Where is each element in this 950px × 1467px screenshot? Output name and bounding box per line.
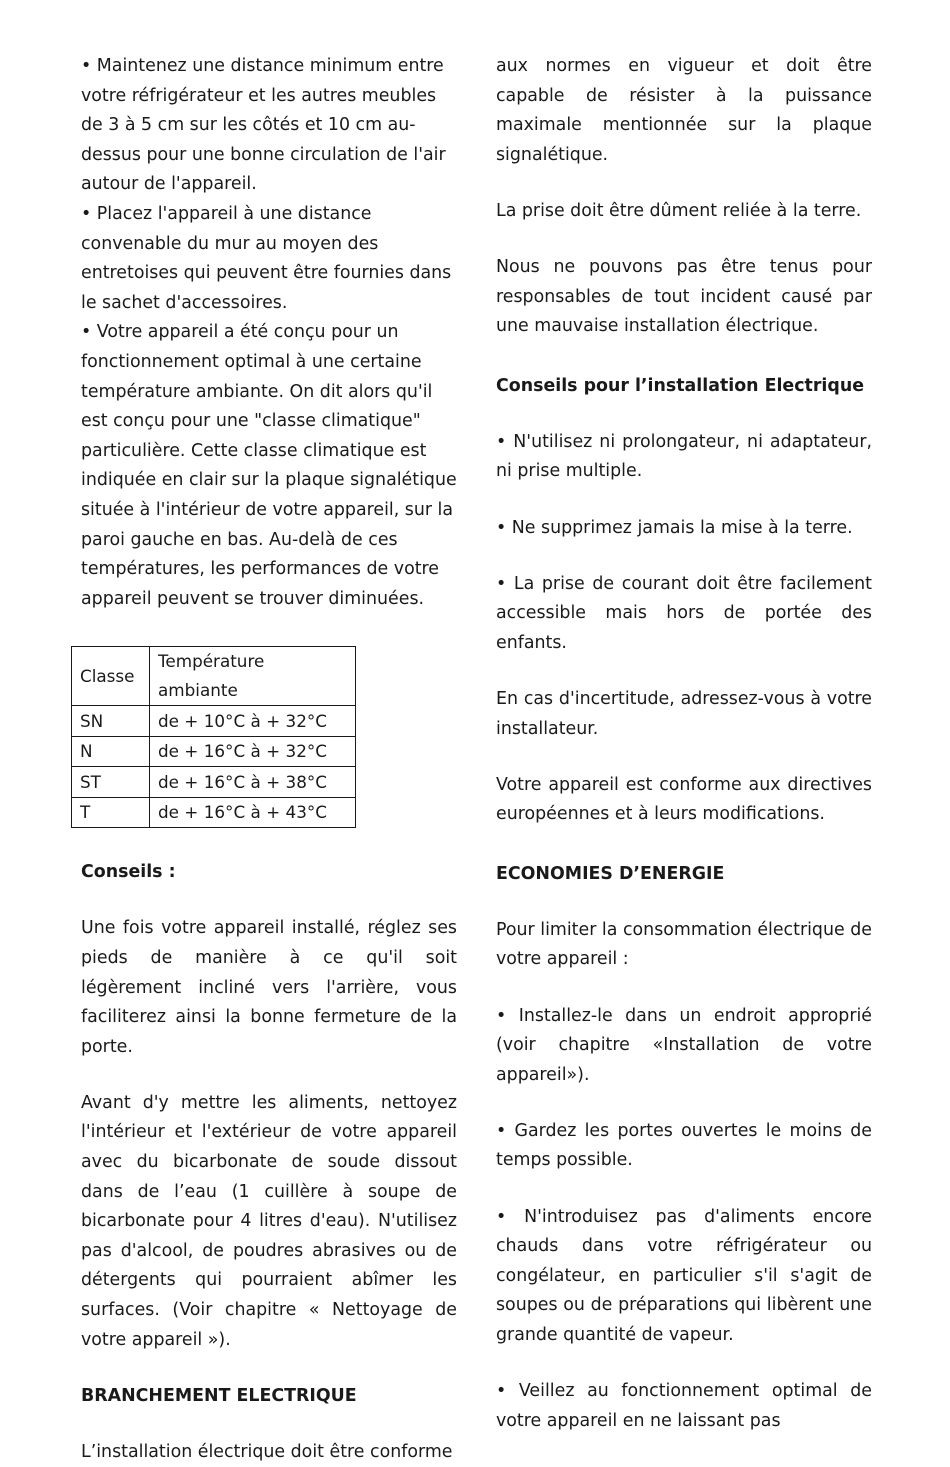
table-cell: de + 16°C à + 43°C	[150, 797, 356, 828]
table-cell: N	[72, 736, 150, 767]
bullet-classe-climatique: • Votre appareil a été conçu pour un fonctionnement optimal à une certaine température ambiante. On dit alors qu'il est conçu pour une "classe climatique" particulière. Cette classe climatique est indiquée en clair sur la plaque signalétique située à l'intérieur de votre appareil, sur la paroi gauche en bas. Au-delà de ces températures, les performances de votre appareil peuvent se trouver diminuées.	[81, 318, 457, 614]
climate-class-table	[71, 646, 356, 828]
elec-bullet-prise: • La prise de courant doit être facilement accessible mais hors de portée des enfants.	[496, 573, 872, 653]
economies-heading: ECONOMIES D’ENERGIE	[496, 863, 725, 884]
conseils-paragraph-2: Avant d'y mettre les aliments, nettoyez l'intérieur et l'extérieur de votre appareil avec du bicarbonate de soude dissout dans de l’eau (1 cuillère à soupe de bicarbonate pour 4 litres d'eau). N'utilisez pas d'alcool, de poudres abrasives ou de détergents qui pourraient abîmer les surfaces. (Voir chapitre « Nettoyage de votre appareil »).	[81, 1092, 457, 1350]
right-column	[496, 52, 872, 1436]
conseils-paragraph-1: Une fois votre appareil installé, réglez ses pieds de manière à ce qu'il soit légèrement incliné vers l'arrière, vous faciliterez ainsi la bonne fermeture de la porte.	[81, 918, 457, 1057]
table-cell: ST	[72, 767, 150, 798]
paragraph-conforme: Votre appareil est conforme aux directives européennes et à leurs modifications.	[496, 774, 872, 825]
eco-bullet-aliments: • N'introduisez pas d'aliments encore chauds dans votre réfrigérateur ou congélateur, en particulier s'il s'agit de soupes ou de préparations qui libèrent une grande quantité de vapeur.	[496, 1206, 872, 1345]
table-header-row	[72, 647, 356, 706]
branchement-heading: BRANCHEMENT ELECTRIQUE	[81, 1385, 357, 1406]
table-header-cell: Température ambiante	[150, 647, 356, 706]
paragraph-continued: aux normes en vigueur et doit être capable de résister à la puissance maximale mentionnée sur la plaque signalétique.	[496, 56, 872, 165]
table-header-cell: Classe	[72, 647, 150, 706]
paragraph-limiter: Pour limiter la consommation électrique de votre appareil :	[496, 919, 872, 970]
branchement-paragraph: L’installation électrique doit être conforme	[81, 1441, 453, 1462]
table-row	[72, 767, 356, 798]
table-row	[72, 706, 356, 737]
table-row	[72, 797, 356, 828]
bullet-entretoises: • Placez l'appareil à une distance convenable du mur au moyen des entretoises qui peuvent être fournies dans le sachet d'accessoires.	[81, 200, 457, 318]
table-cell: de + 16°C à + 32°C	[150, 736, 356, 767]
paragraph-responsables: Nous ne pouvons pas être tenus pour responsables de tout incident causé par une mauvaise installation électrique.	[496, 256, 872, 337]
elec-bullet-prolongateur: • N'utilisez ni prolongateur, ni adaptateur, ni prise multiple.	[496, 431, 872, 482]
conseils-heading: Conseils :	[81, 862, 176, 883]
eco-bullet-installez: • Installez-le dans un endroit approprié (voir chapitre «Installation de votre appareil»).	[496, 1005, 872, 1085]
table-row	[72, 736, 356, 767]
eco-bullet-portes: • Gardez les portes ouvertes le moins de temps possible.	[496, 1120, 872, 1171]
elec-bullet-terre: • Ne supprimez jamais la mise à la terre.	[496, 517, 853, 538]
table-cell: T	[72, 797, 150, 828]
left-column	[81, 52, 457, 1467]
paragraph-incertitude: En cas d'incertitude, adressez-vous à votre installateur.	[496, 688, 872, 739]
table-cell: de + 10°C à + 32°C	[150, 706, 356, 737]
table-cell: de + 16°C à + 38°C	[150, 767, 356, 798]
bullet-distance: • Maintenez une distance minimum entre votre réfrigérateur et les autres meubles de 3 à 5 cm sur les côtés et 10 cm au-dessus pour une bonne circulation de l'air autour de l'appareil.	[81, 52, 457, 200]
eco-bullet-fonctionnement: • Veillez au fonctionnement optimal de votre appareil en ne laissant pas	[496, 1381, 872, 1431]
paragraph-terre: La prise doit être dûment reliée à la terre.	[496, 200, 862, 221]
conseils-electrique-heading: Conseils pour l’installation Electrique	[496, 375, 865, 396]
table-cell: SN	[72, 706, 150, 737]
